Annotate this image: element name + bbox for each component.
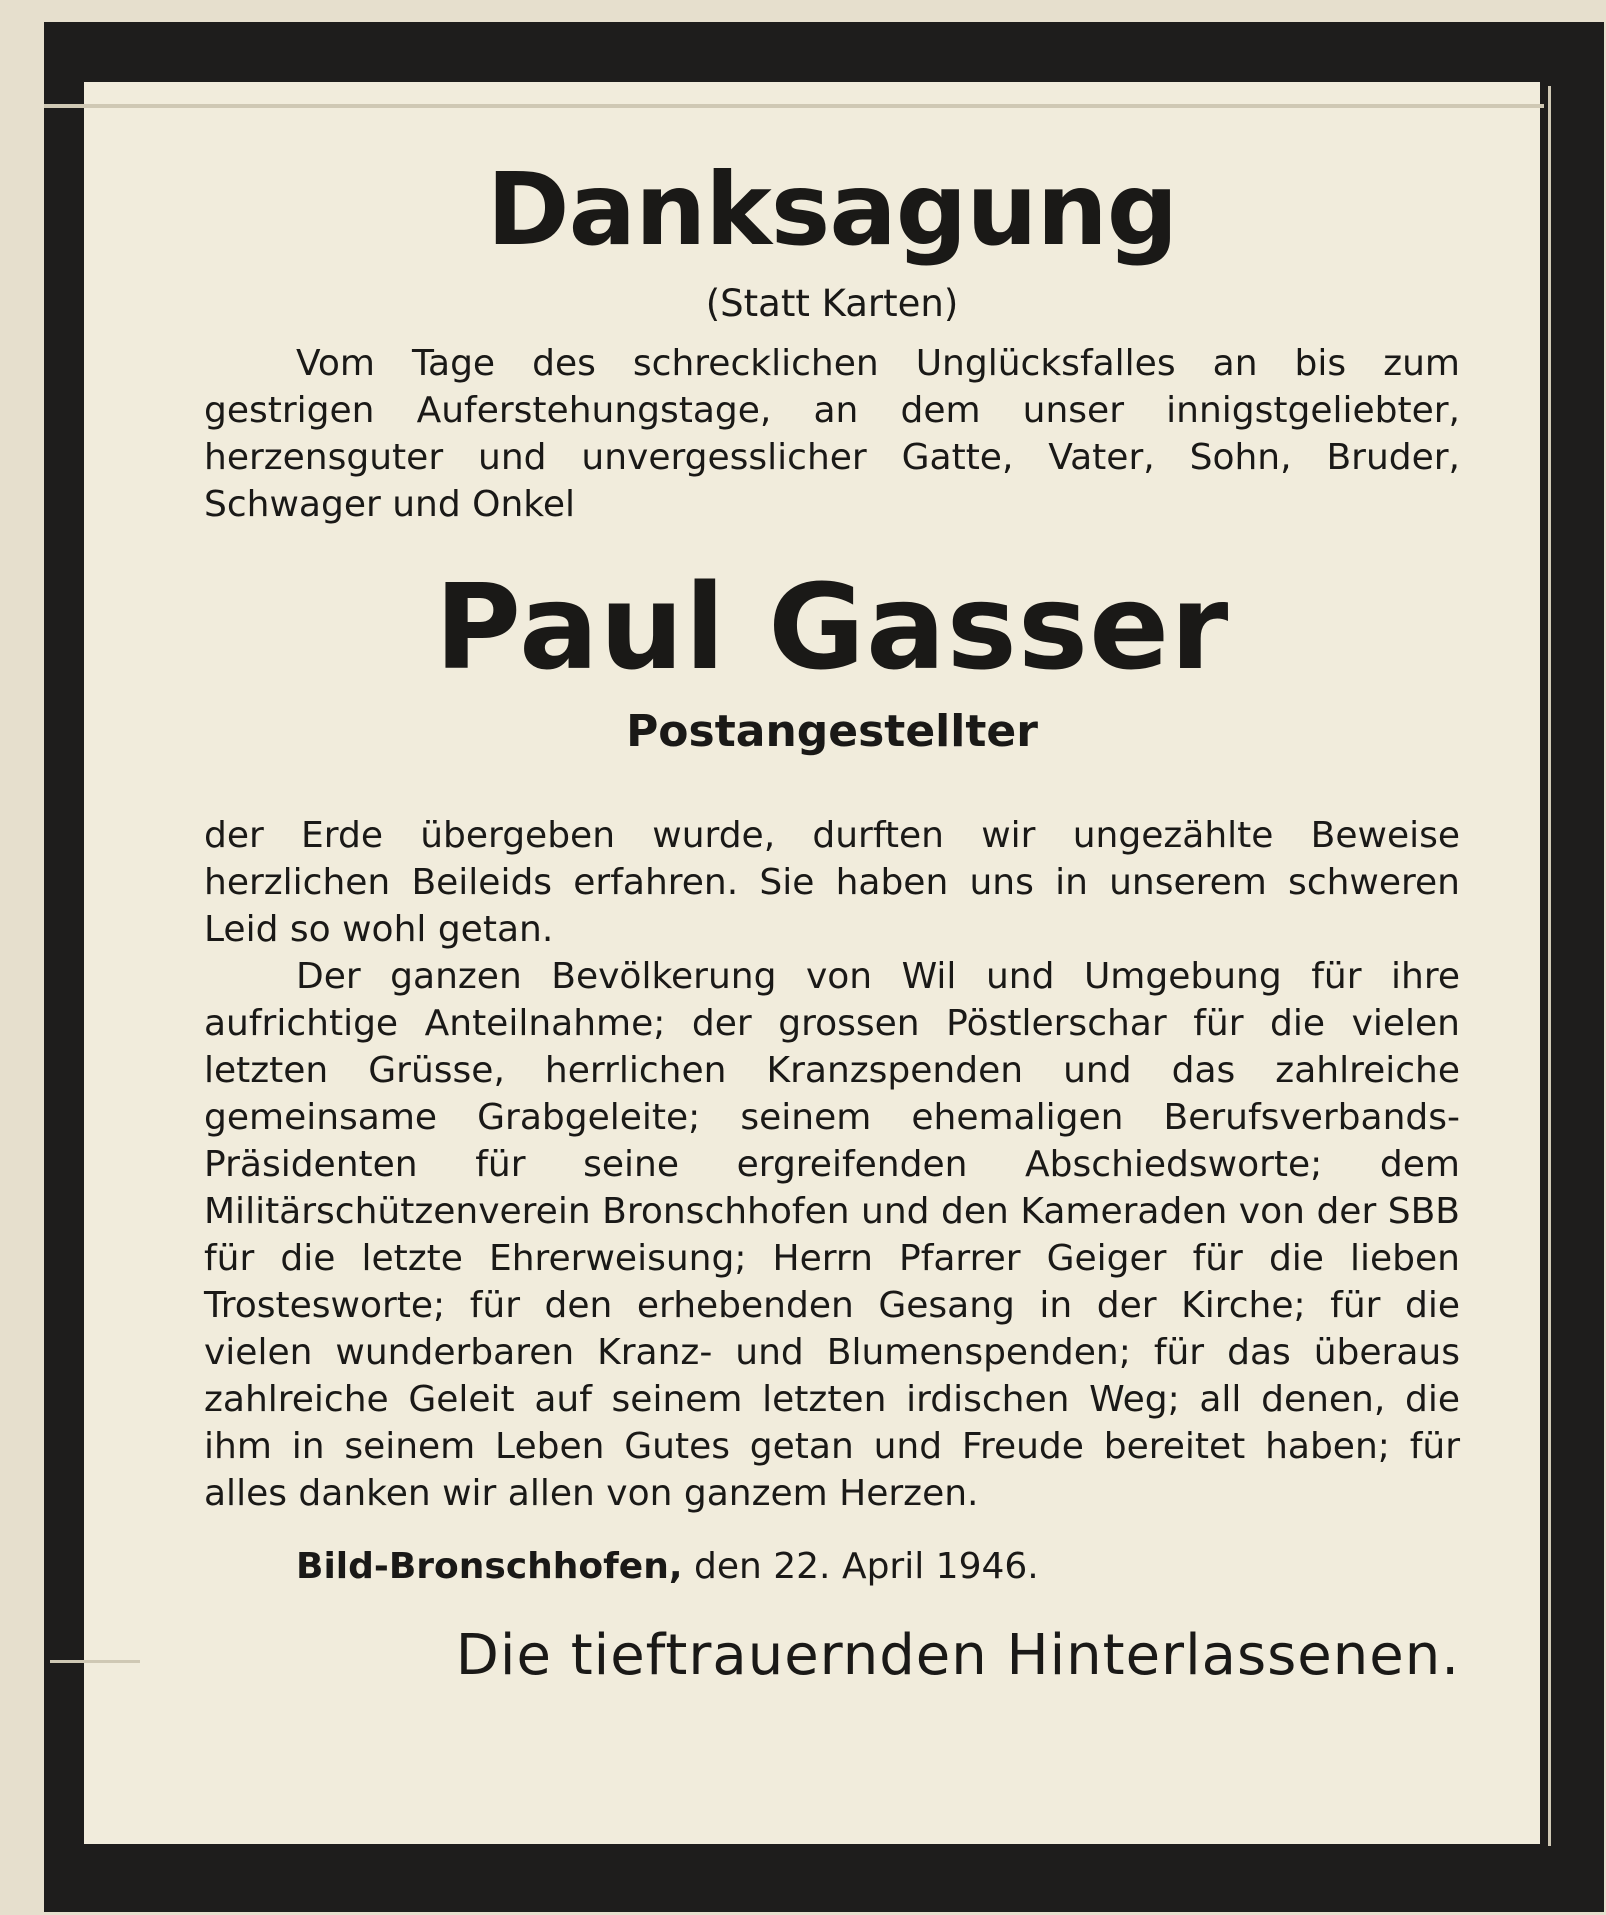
body-paragraph-2: Der ganzen Bevölkerung von Wil und Umgebung für ihre aufrichtige Anteilnahme; der grossen Pöstlerschar für die vielen letzten Grüsse, herrlichen Kranzspenden und das zahlreiche gemeinsame Grabgeleite; seinem ehemaligen Berufsverbands-Präsidenten für seine ergreifenden Abschiedsworte; dem Militärschützenverein Bronschhofen und den Kameraden von der SBB für die letzte Ehrerweisung; Herrn Pfarrer Geiger für die lieben Trostesworte; für den erhebenden Gesang in der Kirche; für die vielen wunderbaren Kranz- und Blumenspenden; für das überaus zahlreiche Geleit auf seinem letzten irdischen Weg; all denen, die ihm in seinem Leben Gutes getan und Freude bereitet haben; für alles danken wir allen von ganzem Herzen. [204, 956, 1460, 1514]
body-paragraph-1: der Erde übergeben wurde, durften wir ungezählte Beweise herzlichen Beileids erfahren. Sie haben uns in unserem schweren Leid so wohl getan. [204, 815, 1460, 950]
border-gap-left [50, 1660, 140, 1663]
place-date-line [296, 1543, 1460, 1590]
notice-title: Danksagung [486, 151, 1178, 268]
notice-content [204, 150, 1460, 1692]
intro-paragraph: Vom Tage des schrecklichen Unglücksfalles an bis zum gestrigen Auferstehungstage, an dem unser innigstgeliebter, herzensguter und unvergesslicher Gatte, Vater, Sohn, Bruder, Schwager und Onkel [204, 343, 1460, 525]
signature-line: Die tieftrauernden Hinterlassenen. [455, 1623, 1460, 1688]
border-gap-right [1548, 86, 1551, 1846]
deceased-occupation: Postangestellter [626, 706, 1038, 757]
notice-date: den 22. April 1946. [693, 1546, 1039, 1587]
border-gap-top [44, 104, 1544, 108]
deceased-name: Paul Gasser [434, 558, 1230, 696]
place-name: Bild-Bronschhofen, [296, 1546, 683, 1587]
notice-subtitle: (Statt Karten) [705, 282, 959, 325]
